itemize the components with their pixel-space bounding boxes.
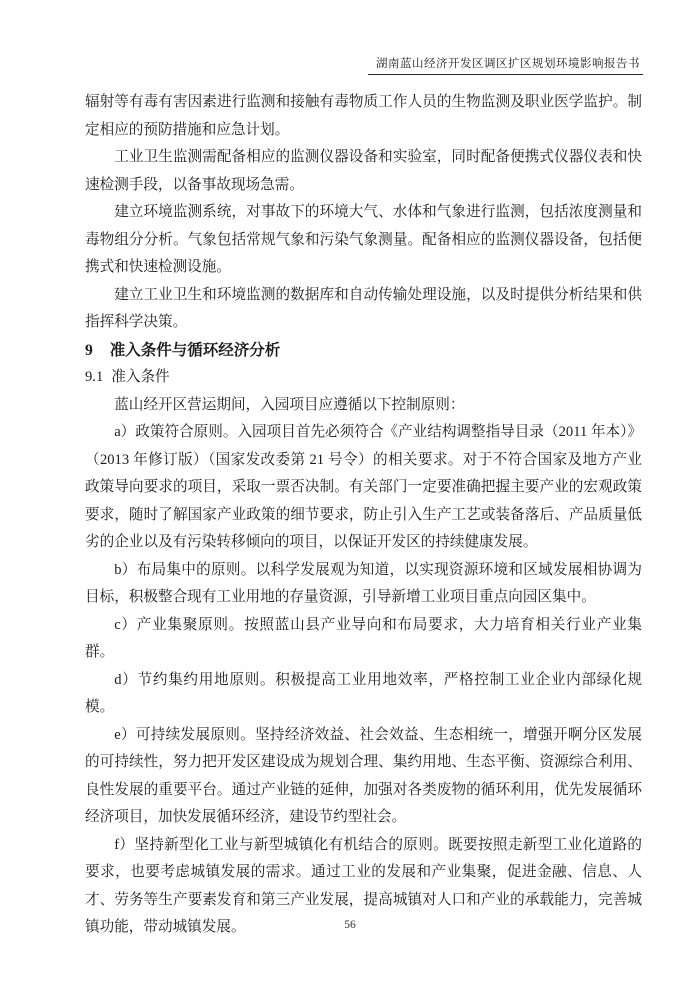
page-header <box>60 57 643 75</box>
paragraph: 蓝山经开区营运期间，入园项目应遵循以下控制原则： <box>114 396 465 413</box>
principle-paragraph-f: f）坚持新型化工业与新型城镇化有机结合的原则。既要按照走新型工业化道路的要求，也要考虑城镇发展的需求。通过工业的发展和产业集聚，促进金融、信息、人才、劳务等生产要素发育和第三产业发展，提高城镇对人口和产业的承载能力，完善城镇功能，带动城镇发展。 <box>85 836 642 935</box>
principle-paragraph-e: e）可持续发展原则。坚持经济效益、社会效益、生态相统一，增强开啊分区发展的可持续性，努力把开发区建设成为规划合理、集约用地、生态平衡、资源综合利用、良性发展的重要平台。通过产业链的延伸，加强对各类废物的循环利用，优先发展循环经济项目，加快发展循环经济，建设节约型社会。 <box>85 726 642 825</box>
principle-paragraph-c: c）产业集聚原则。按照蓝山县产业导向和布局要求，大力培育相关行业产业集群。 <box>85 616 642 660</box>
page-number: 56 <box>344 919 356 931</box>
paragraph: 辐射等有毒有害因素进行监测和接触有毒物质工作人员的生物监测及职业医学监护。制定相应的预防措施和应急计划。 <box>85 94 642 138</box>
paragraph: 工业卫生监测需配备相应的监测仪器设备和实验室，同时配备便携式仪器仪表和快速检测手段，以备事故现场急需。 <box>85 149 642 193</box>
section-number: 9 <box>85 341 93 359</box>
principle-paragraph-a: a）政策符合原则。入园项目首先必须符合《产业结构调整指导目录（2011 年本）》（2013 年修订版）（国家发改委第 21 号令）的相关要求。对于不符合国家及地方产业政策导向要求的项目，采取一票否决制。有关部门一定要准确把握主要产业的宏观政策要求，随时了解国家产业政策的细节要求，防止引入生产工艺或装备落后、产品质量低劣的企业以及有污染转移倾向的项目，以保证开发区的持续健康发展。 <box>85 424 642 550</box>
section-heading <box>85 337 642 365</box>
document-body <box>85 89 642 942</box>
subsection-heading <box>85 364 642 392</box>
principle-paragraph-d: d）节约集约用地原则。积极提高工业用地效率，严格控制工业企业内部绿化规模。 <box>85 671 642 715</box>
report-title: 湖南蓝山经济开发区调区扩区规划环境影响报告书 <box>368 57 643 75</box>
section-title: 准入条件与循环经济分析 <box>109 341 281 359</box>
page-footer <box>0 919 700 931</box>
subsection-number: 9.1 <box>85 369 104 385</box>
subsection-title: 准入条件 <box>111 369 170 385</box>
paragraph: 建立环境监测系统，对事故下的环境大气、水体和气象进行监测，包括浓度测量和毒物组分分析。气象包括常规气象和污染气象测量。配备相应的监测仪器设备，包括便携式和快速检测设施。 <box>85 204 642 275</box>
principle-paragraph-b: b）布局集中的原则。以科学发展观为知道，以实现资源环境和区域发展相协调为目标，积极整合现有工业用地的存量资源，引导新增工业项目重点向园区集中。 <box>85 561 642 605</box>
paragraph: 建立工业卫生和环境监测的数据库和自动传输处理设施，以及时提供分析结果和供指挥科学决策。 <box>85 286 642 330</box>
